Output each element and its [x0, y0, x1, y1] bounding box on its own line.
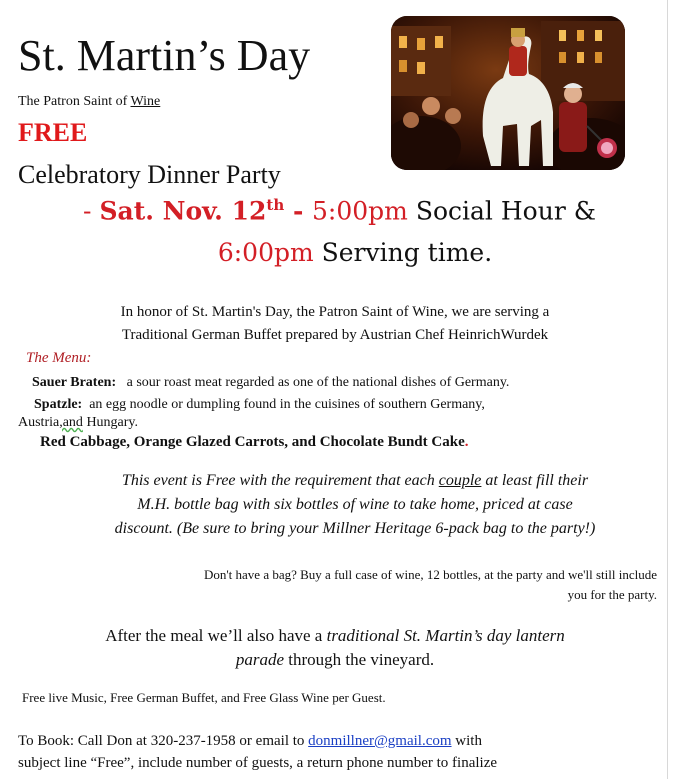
menu-item-spatzle-cont — [18, 415, 138, 431]
subtitle-wine-word: Wine — [130, 94, 161, 109]
requirement-couple: couple — [438, 472, 482, 489]
lantern-text: traditional St. Martin’s day lantern — [326, 626, 565, 645]
date-dash-2: - — [284, 196, 313, 226]
serving-label: Serving time. — [313, 238, 493, 267]
email-link[interactable]: donmillner@gmail.com — [308, 733, 452, 749]
requirement-line-3: discount. (Be sure to bring your Millner Heritage 6-pack bag to the party!) — [114, 520, 596, 537]
menu-item-sides — [40, 434, 468, 451]
requirement-text-c: at least fill their — [481, 472, 589, 489]
event-date: Sat. Nov. 12 — [99, 196, 267, 226]
sides-period: . — [464, 434, 469, 450]
sauer-braten-name: Sauer Braten: — [32, 375, 117, 390]
celebratory-heading: Celebratory Dinner Party — [18, 160, 281, 189]
serving-time: 6:00pm — [217, 238, 314, 267]
free-live-line: Free live Music, Free German Buffet, and Free Glass Wine per Guest. — [22, 690, 386, 705]
spatzle-desc-austria: Austria — [18, 415, 60, 430]
no-bag-line-1: Don't have a bag? Buy a full case of wine, 12 bottles, at the party and we'll still include — [203, 567, 657, 582]
after-meal-line-2 — [0, 650, 670, 670]
flyer-subtitle — [18, 94, 160, 110]
spatzle-desc-1: an egg noodle or dumpling found in the cuisines of southern Germany, — [89, 397, 485, 412]
booking-line-2: subject line “Free”, include number of guests, a return phone number to finalize — [18, 755, 498, 771]
menu-label: The Menu: — [26, 350, 92, 366]
vineyard-text: through the vineyard. — [284, 650, 435, 669]
subtitle-prefix: The Patron Saint of — [18, 94, 131, 109]
social-hour-label: Social Hour & — [407, 196, 596, 226]
date-dash-1: - — [83, 196, 100, 226]
requirement-line-2: M.H. bottle bag with six bottles of wine to take home, priced at case — [137, 496, 573, 513]
menu-item-sauer-braten — [32, 375, 509, 391]
date-line — [0, 196, 679, 225]
requirement-text-a: This event is Free with the requirement that each — [121, 472, 439, 489]
date-ordinal: th — [266, 196, 285, 214]
st-martin-horse-photo — [391, 16, 625, 170]
menu-item-spatzle — [34, 397, 485, 413]
booking-line-1 — [18, 733, 482, 750]
photo-illustration — [391, 16, 625, 170]
spatzle-desc-hungary: Hungary. — [82, 415, 139, 430]
booking-text: To Book: Call Don at 320-237-1958 or email to — [18, 733, 309, 749]
after-meal-line-1 — [0, 626, 670, 646]
flyer-title: St. Martin’s Day — [18, 31, 311, 80]
after-meal-text: After the meal we’ll also have a — [105, 626, 327, 645]
intro-line-1: In honor of St. Martin's Day, the Patron Saint of Wine, we are serving a — [120, 304, 550, 320]
intro-line-2: Traditional German Buffet prepared by Austrian Chef HeinrichWurdek — [121, 327, 549, 343]
free-heading: FREE — [18, 118, 88, 147]
serving-line — [0, 238, 679, 267]
no-bag-line-2: you for the party. — [567, 587, 657, 602]
spatzle-desc-and: ,and — [59, 415, 83, 430]
social-hour-time: 5:00pm — [312, 196, 408, 226]
requirement-line-1 — [0, 472, 679, 490]
parade-word: parade — [235, 650, 285, 669]
sides-text: Red Cabbage, Orange Glazed Carrots, and Chocolate Bundt Cake — [40, 434, 465, 450]
spatzle-name: Spatzle: — [34, 397, 83, 412]
sauer-braten-desc: a sour roast meat regarded as one of the national dishes of Germany. — [126, 375, 510, 390]
booking-with: with — [451, 733, 482, 749]
